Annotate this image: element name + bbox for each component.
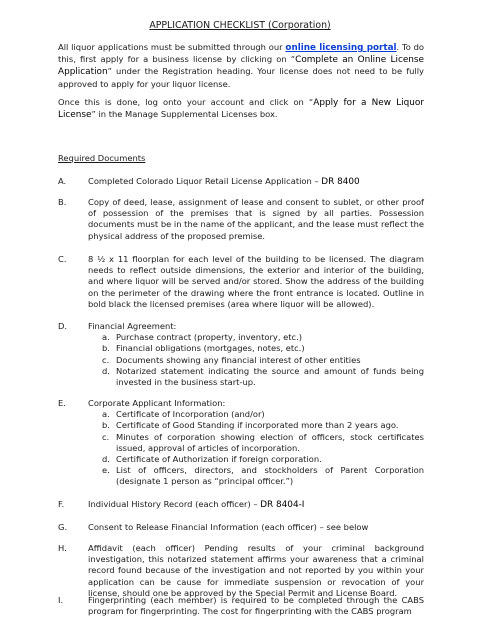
item-text: Affidavit (each officer) Pending results of your criminal background investigation, this notarized statement affirms your awareness that a criminal record found because of the investigation and not reported by you within your application can be cause for immediate suspension or revocation of your license, should one be approved by the Special Permit and License Board. <box>88 543 424 598</box>
required-documents-heading: Required Documents <box>58 153 146 163</box>
item-text: Individual History Record (each officer) – DR 8404-I <box>88 499 305 510</box>
sub-item: d. Notarized statement indicating the source and amount of funds being invested in the business start-up. <box>102 365 424 388</box>
item-letter: G. <box>58 522 68 532</box>
form-dr-8404-i: DR 8404-I <box>260 500 305 510</box>
item-letter: F. <box>58 499 65 509</box>
intro2-text-1: Once this is done, log onto your account and click on “ <box>58 97 314 107</box>
sub-item: b. Financial obligations (mortgages, notes, etc.) <box>102 343 305 354</box>
intro-paragraph-2 <box>58 97 424 121</box>
apply-new-license-keyword: Apply for a New Liquor License <box>58 98 425 121</box>
item-letter: A. <box>58 176 67 186</box>
item-text: 8 ½ x 11 floorplan for each level of the building to be licensed. The diagram needs to reflect outside dimensions, the exterior and interior of the building, and where liquor will be served and/or stored. Show the address of the building on the perimeter of the drawing where the front entrance is located. Outline in bold black the licensed premises (area where liquor will be allowed). <box>88 254 424 309</box>
intro-text-1: All liquor applications must be submitted through our <box>58 42 286 52</box>
intro-paragraph <box>58 42 424 90</box>
sub-item: a. Purchase contract (property, inventory, etc.) <box>102 332 303 343</box>
item-letter: D. <box>58 321 68 331</box>
item-text <box>88 321 424 388</box>
item-text: Copy of deed, lease, assignment of lease and consent to sublet, or other proof of possession of the premises that is signed by all parties. Possession documents must be in the name of the applicant, and the lease must reflect the physical address of the proposed premise. <box>88 197 424 241</box>
complete-application-keyword: Complete an Online License Application <box>58 55 424 78</box>
item-letter: B. <box>58 197 67 207</box>
item-text: Completed Colorado Liquor Retail License Application – DR 8400 <box>88 176 360 187</box>
item-text <box>88 398 424 488</box>
form-dr-8400: DR 8400 <box>321 177 360 187</box>
intro2-text-2: ” in the Manage Supplemental Licenses box. <box>91 109 278 120</box>
item-letter: C. <box>58 254 67 264</box>
online-licensing-portal-link[interactable]: online licensing portal <box>285 43 397 53</box>
sub-item: d. Certificate of Authorization if foreign corporation. <box>102 454 322 465</box>
sub-item: c. Minutes of corporation showing election of officers, stock certificates issued, approval of articles of incorporation. <box>102 431 424 453</box>
intro-text-2: . To do this, first apply for a business license by clicking on “ <box>58 42 425 65</box>
sub-item: b. Certificate of Good Standing if incorporated more than 2 years ago. <box>102 420 399 431</box>
item-letter: H. <box>58 543 67 553</box>
page-title: APPLICATION CHECKLIST (Corporation) <box>149 20 331 31</box>
sub-item: e. List of officers, directors, and stockholders of Parent Corporation (designate 1 person as “principal officer.”) <box>102 465 424 487</box>
item-heading: Corporate Applicant Information: <box>88 398 226 408</box>
item-text: Consent to Release Financial Information (each officer) – see below <box>88 522 369 532</box>
item-letter: E. <box>58 398 66 408</box>
sub-item: a. Certificate of Incorporation (and/or) <box>102 409 265 420</box>
item-text: Fingerprinting (each member) is required to be completed through the CABS program for fingerprinting. The cost for fingerprinting with the CABS program <box>88 595 424 617</box>
item-heading: Financial Agreement: <box>88 321 177 331</box>
item-letter: I. <box>58 595 64 605</box>
intro-text-3: ” under the Registration heading. Your license does not need to be fully approved to apply for your liquor license. <box>58 66 424 89</box>
sub-item: c. Documents showing any financial interest of other entities <box>102 354 361 365</box>
